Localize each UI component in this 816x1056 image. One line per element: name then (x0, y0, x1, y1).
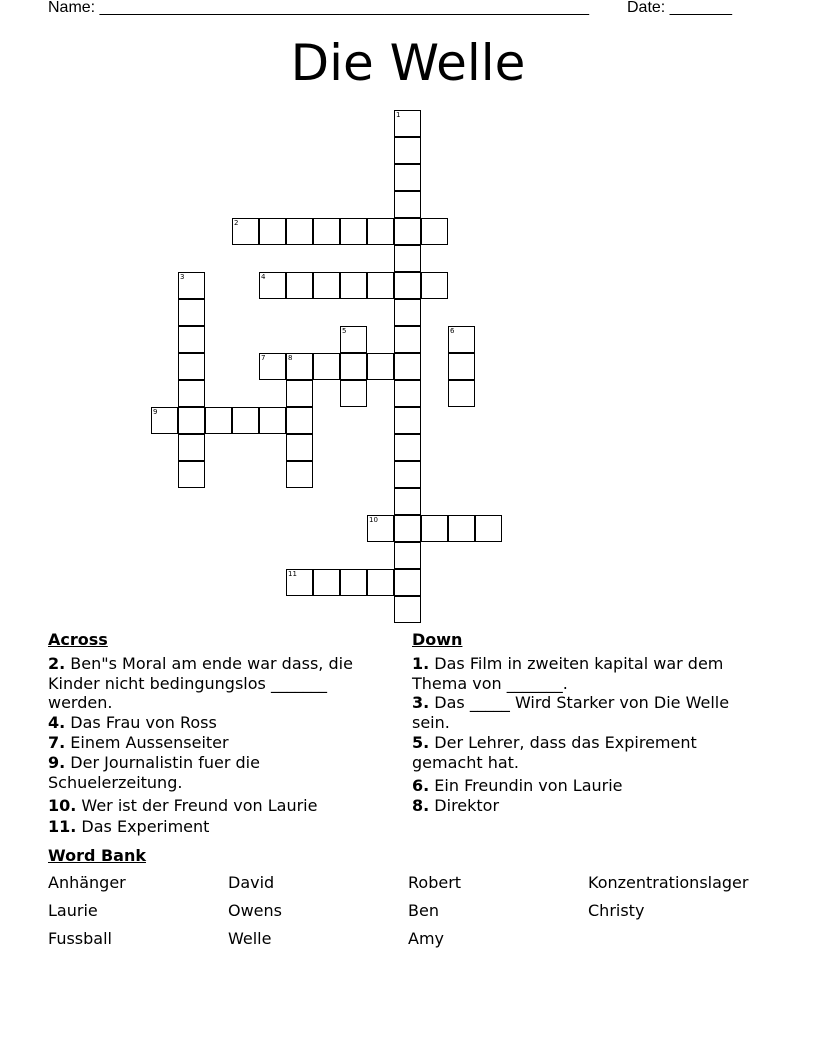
crossword-cell[interactable] (367, 353, 394, 380)
word-bank-item: Konzentrationslager (588, 873, 749, 892)
crossword-cell[interactable] (367, 569, 394, 596)
crossword-cell[interactable] (367, 218, 394, 245)
crossword-cell[interactable] (394, 299, 421, 326)
clue-number-label: 8. (412, 796, 430, 815)
crossword-cell[interactable] (421, 272, 448, 299)
word-bank-item: Laurie (48, 901, 98, 920)
crossword-cell[interactable] (340, 272, 367, 299)
crossword-cell[interactable] (421, 515, 448, 542)
across-clue (48, 654, 388, 713)
crossword-cell[interactable] (205, 407, 232, 434)
down-clue (412, 776, 752, 796)
clue-number-label: 5. (412, 733, 430, 752)
word-bank-item: Anhänger (48, 873, 126, 892)
crossword-cell[interactable] (394, 488, 421, 515)
crossword-cell[interactable] (394, 380, 421, 407)
across-clue (48, 753, 388, 792)
clue-text: Der Journalistin fuer die Schuelerzeitung. (48, 753, 260, 792)
word-bank-item: David (228, 873, 275, 892)
word-bank-item: Christy (588, 901, 645, 920)
crossword-cell[interactable] (286, 461, 313, 488)
clue-text: Das Film in zweiten kapital war dem Thema von _______. (412, 654, 724, 693)
crossword-cell[interactable] (313, 569, 340, 596)
crossword-cell[interactable] (286, 569, 313, 596)
crossword-cell[interactable] (286, 407, 313, 434)
crossword-cell[interactable] (394, 407, 421, 434)
clue-text: Einem Aussenseiter (65, 733, 229, 752)
crossword-cell[interactable] (286, 353, 313, 380)
crossword-cell[interactable] (367, 272, 394, 299)
crossword-cell[interactable] (340, 569, 367, 596)
clue-number: 1 (396, 111, 401, 119)
clue-number: 8 (288, 354, 293, 362)
across-clue (48, 733, 388, 753)
crossword-cell[interactable] (259, 218, 286, 245)
clue-text: Das Experiment (76, 817, 210, 836)
crossword-cell[interactable] (313, 218, 340, 245)
crossword-cell[interactable] (394, 110, 421, 137)
crossword-cell[interactable] (340, 218, 367, 245)
crossword-cell[interactable] (475, 515, 502, 542)
crossword-cell[interactable] (232, 407, 259, 434)
clue-number-label: 6. (412, 776, 430, 795)
crossword-cell[interactable] (448, 380, 475, 407)
word-bank-item: Owens (228, 901, 282, 920)
name-field-label: Name: _______________________________________________________ (48, 0, 589, 16)
down-clue (412, 654, 752, 693)
down-heading: Down (412, 630, 463, 649)
crossword-cell[interactable] (178, 380, 205, 407)
clue-number-label: 7. (48, 733, 66, 752)
across-clue (48, 796, 388, 816)
down-clue (412, 733, 752, 772)
clue-text: Das _____ Wird Starker von Die Welle sein. (412, 693, 730, 732)
crossword-cell[interactable] (394, 164, 421, 191)
crossword-cell[interactable] (421, 218, 448, 245)
crossword-cell[interactable] (313, 272, 340, 299)
crossword-cell[interactable] (151, 407, 178, 434)
crossword-cell[interactable] (286, 380, 313, 407)
crossword-cell[interactable] (178, 407, 205, 434)
word-bank-item: Welle (228, 929, 272, 948)
across-clue (48, 817, 388, 837)
crossword-cell[interactable] (313, 353, 340, 380)
page-title: Die Welle (290, 34, 526, 92)
crossword-cell[interactable] (394, 272, 421, 299)
crossword-cell[interactable] (394, 218, 421, 245)
clue-number: 11 (288, 570, 297, 578)
clue-number: 6 (450, 327, 455, 335)
clue-number-label: 3. (412, 693, 430, 712)
crossword-cell[interactable] (394, 353, 421, 380)
clue-number-label: 10. (48, 796, 77, 815)
crossword-cell[interactable] (259, 407, 286, 434)
clue-number: 9 (153, 408, 158, 416)
crossword-cell[interactable] (448, 515, 475, 542)
crossword-cell[interactable] (367, 515, 394, 542)
clue-text: Ben"s Moral am ende war dass, die Kinder nicht bedingungslos _______ werden. (48, 654, 353, 712)
crossword-cell[interactable] (178, 326, 205, 353)
crossword-cell[interactable] (340, 380, 367, 407)
crossword-cell[interactable] (394, 245, 421, 272)
across-clue (48, 713, 388, 733)
crossword-cell[interactable] (286, 272, 313, 299)
crossword-cell[interactable] (286, 218, 313, 245)
clue-number: 5 (342, 327, 347, 335)
clue-number-label: 4. (48, 713, 66, 732)
clue-text: Direktor (429, 796, 500, 815)
date-field-label: Date: _______ (627, 0, 732, 16)
crossword-cell[interactable] (178, 434, 205, 461)
down-clue (412, 693, 752, 732)
across-heading: Across (48, 630, 108, 649)
word-bank-item: Fussball (48, 929, 112, 948)
crossword-cell[interactable] (394, 434, 421, 461)
clue-number: 4 (261, 273, 266, 281)
crossword-cell[interactable] (340, 353, 367, 380)
crossword-cell[interactable] (448, 353, 475, 380)
word-bank-item: Ben (408, 901, 439, 920)
word-bank-item: Robert (408, 873, 462, 892)
crossword-cell[interactable] (259, 353, 286, 380)
word-bank-heading: Word Bank (48, 846, 147, 865)
clue-number: 10 (369, 516, 378, 524)
clue-number-label: 9. (48, 753, 66, 772)
crossword-cell[interactable] (394, 569, 421, 596)
clue-number-label: 11. (48, 817, 77, 836)
crossword-cell[interactable] (394, 461, 421, 488)
clue-text: Ein Freundin von Laurie (429, 776, 623, 795)
crossword-cell[interactable] (178, 353, 205, 380)
crossword-cell[interactable] (232, 218, 259, 245)
crossword-cell[interactable] (340, 326, 367, 353)
crossword-cell[interactable] (178, 272, 205, 299)
clue-number: 2 (234, 219, 239, 227)
clue-number: 3 (180, 273, 185, 281)
down-clue (412, 796, 752, 816)
clue-number-label: 2. (48, 654, 66, 673)
crossword-cell[interactable] (286, 434, 313, 461)
crossword-cell[interactable] (394, 515, 421, 542)
clue-text: Wer ist der Freund von Laurie (76, 796, 318, 815)
crossword-cell[interactable] (178, 461, 205, 488)
crossword-cell[interactable] (394, 191, 421, 218)
clue-text: Das Frau von Ross (65, 713, 217, 732)
clue-number-label: 1. (412, 654, 430, 673)
crossword-cell[interactable] (394, 326, 421, 353)
crossword-cell[interactable] (178, 299, 205, 326)
crossword-cell[interactable] (394, 596, 421, 623)
crossword-cell[interactable] (394, 542, 421, 569)
clue-number: 7 (261, 354, 266, 362)
crossword-cell[interactable] (394, 137, 421, 164)
word-bank-item: Amy (408, 929, 444, 948)
crossword-cell[interactable] (259, 272, 286, 299)
clue-text: Der Lehrer, dass das Expirement gemacht hat. (412, 733, 697, 772)
crossword-cell[interactable] (448, 326, 475, 353)
